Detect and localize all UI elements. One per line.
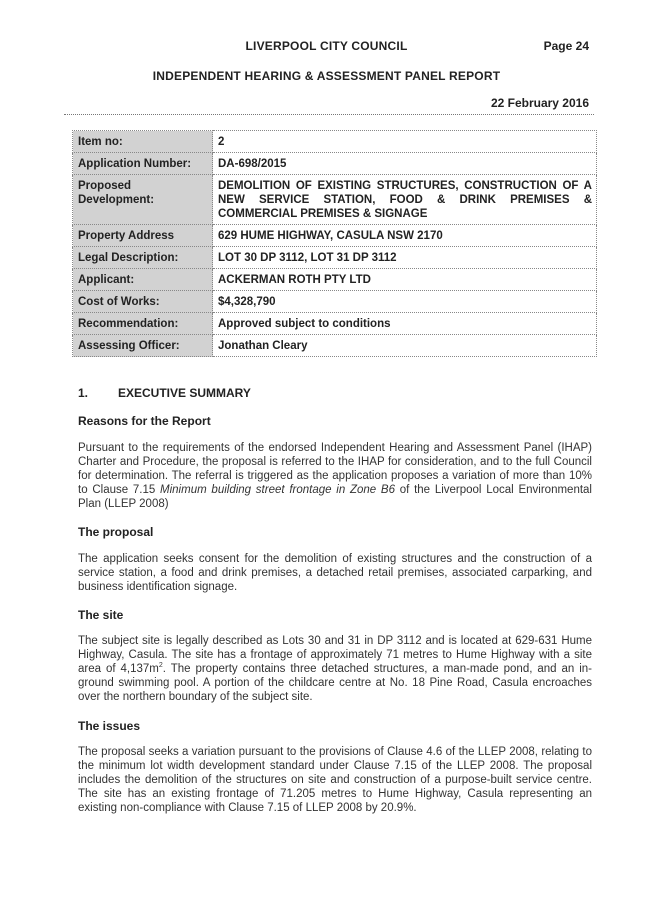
table-row — [73, 247, 597, 269]
council-name: LIVERPOOL CITY COUNCIL — [245, 39, 408, 53]
table-row — [73, 225, 597, 247]
site-heading: The site — [78, 608, 124, 622]
site-paragraph — [78, 634, 592, 704]
table-row — [73, 269, 597, 291]
issues-heading: The issues — [78, 719, 141, 733]
table-row — [73, 291, 597, 313]
row-label: Assessing Officer: — [73, 335, 213, 357]
site-text-1: The subject site is legally described as Lots 30 and 31 in DP 3112 and is located at 629-631 Hume Highway, Casula. The site has a frontage of approximately 71 metres to Hume Highway with a site area of 4,137m — [78, 635, 592, 675]
table-row — [73, 313, 597, 335]
row-value: DEMOLITION OF EXISTING STRUCTURES, CONSTRUCTION OF A NEW SERVICE STATION, FOOD & DRINK PREMISES & COMMERCIAL PREMISES & SIGNAGE — [213, 175, 597, 225]
issues-paragraph: The proposal seeks a variation pursuant to the provisions of Clause 4.6 of the LLEP 2008, relating to the minimum lot width development standard under Clause 7.15 of the LLEP 2008. The proposal includes the demolition of the structures on site and construction of a purpose-built service centre. The site has an existing frontage of 71.205 metres to Hume Highway, Casula representing an existing non-compliance with Clause 7.15 of LLEP 2008 by 20.9%. — [78, 746, 592, 814]
reasons-text-1: Pursuant to the requirements of the endorsed Independent Hearing and Assessment Panel (IHAP) Charter and Procedure, the proposal is referred to the IHAP for consideration, and to the full Council for determination. The referral is triggered as the application proposes a variation of more than 10% to Clause 7.15 — [78, 442, 592, 496]
application-info-table — [72, 130, 597, 357]
header-divider — [64, 114, 594, 115]
row-label: Applicant: — [73, 269, 213, 291]
row-value: $4,328,790 — [213, 291, 597, 313]
site-area-superscript: 2 — [158, 662, 163, 670]
table-row — [73, 153, 597, 175]
table-row — [73, 175, 597, 225]
row-label: Recommendation: — [73, 313, 213, 335]
row-value: ACKERMAN ROTH PTY LTD — [213, 269, 597, 291]
site-text-2: . The property contains three detached structures, a man-made pond, and an in-ground swimming pool. A portion of the childcare centre at No. 18 Pine Road, Casula encroaches over the northern boundary of the subject site. — [78, 663, 593, 703]
row-label: Item no: — [73, 131, 213, 153]
row-label: Legal Description: — [73, 247, 213, 269]
section-title: EXECUTIVE SUMMARY — [118, 386, 251, 400]
row-value: 629 HUME HIGHWAY, CASULA NSW 2170 — [213, 225, 597, 247]
reasons-heading: Reasons for the Report — [78, 414, 211, 428]
report-date: 22 February 2016 — [490, 96, 589, 110]
row-value: 2 — [213, 131, 597, 153]
row-label: Cost of Works: — [73, 291, 213, 313]
reasons-paragraph — [78, 441, 592, 511]
reasons-clause-title: Minimum building street frontage in Zone B6 — [160, 484, 395, 496]
proposal-heading: The proposal — [78, 525, 154, 539]
row-label: Application Number: — [73, 153, 213, 175]
report-title: INDEPENDENT HEARING & ASSESSMENT PANEL REPORT — [152, 69, 501, 83]
table-row — [73, 335, 597, 357]
row-value: DA-698/2015 — [213, 153, 597, 175]
row-value: Jonathan Cleary — [213, 335, 597, 357]
row-value: LOT 30 DP 3112, LOT 31 DP 3112 — [213, 247, 597, 269]
reasons-text-2: of the Liverpool Local Environmental Plan (LLEP 2008) — [78, 484, 592, 510]
section-number: 1. — [78, 386, 89, 400]
page-number: Page 24 — [543, 39, 589, 53]
proposal-paragraph: The application seeks consent for the demolition of existing structures and the construction of a service station, a food and drink premises, a detached retail premises, associated carparking, and business identification signage. — [78, 553, 592, 593]
row-label: Property Address — [73, 225, 213, 247]
row-value: Approved subject to conditions — [213, 313, 597, 335]
table-row — [73, 131, 597, 153]
row-label: Proposed Development: — [73, 175, 213, 225]
section-heading — [78, 386, 251, 400]
